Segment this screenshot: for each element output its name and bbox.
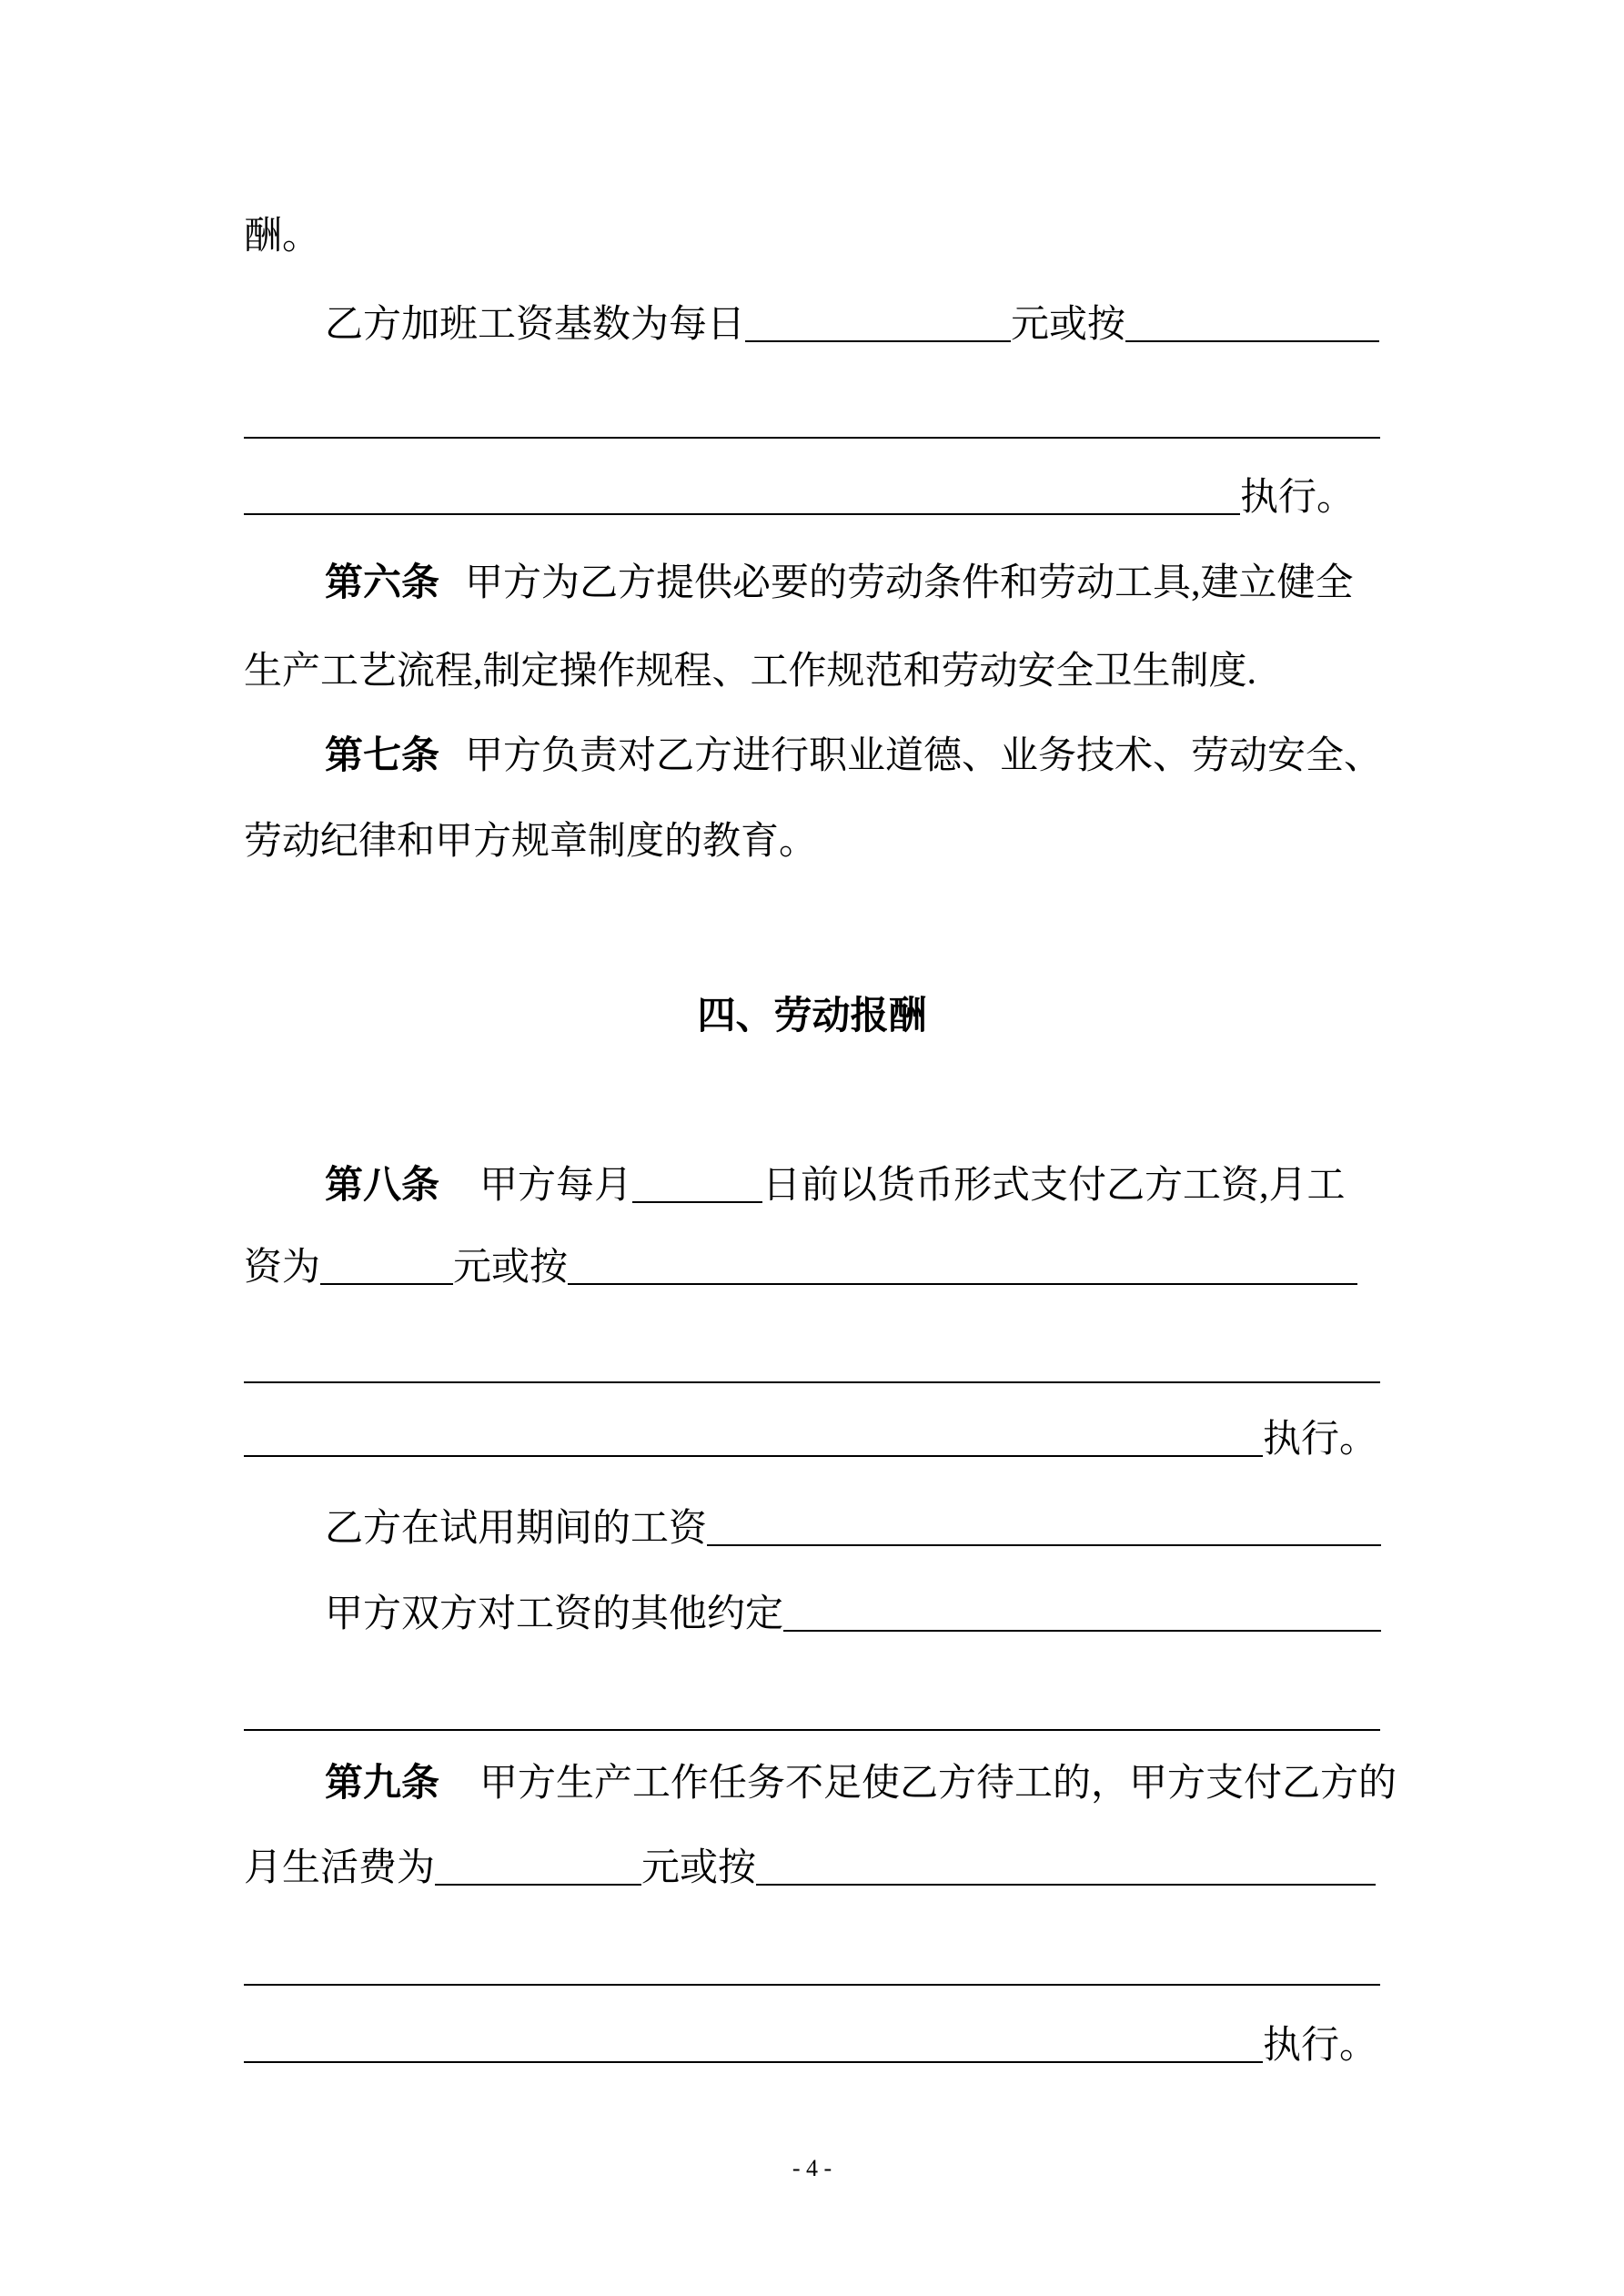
overtime-line <box>325 302 1379 348</box>
blank-line <box>244 1946 1380 1991</box>
text: 执行。 <box>1263 2025 1378 2067</box>
text: 劳动纪律和甲方规章制度的教育。 <box>244 821 818 863</box>
exec-line <box>244 2023 1377 2068</box>
page-number: - 4 - <box>792 2155 832 2181</box>
fill-blank[interactable] <box>244 400 1380 439</box>
probation-salary-blank[interactable] <box>707 1508 1381 1546</box>
text: 甲方生产工作任务不足使乙方待工的，甲方支付乙方的 <box>479 1763 1397 1805</box>
fill-blank[interactable] <box>244 1419 1263 1457</box>
text: 执行。 <box>1263 1419 1378 1461</box>
text: 甲方负责对乙方进行职业道德、业务技术、劳动安全、 <box>465 735 1383 777</box>
article-label: 第七条 <box>325 735 440 777</box>
fill-blank[interactable] <box>244 2025 1263 2063</box>
exec-line <box>244 1417 1377 1462</box>
text: 元或按 <box>453 1247 569 1289</box>
text: 执行。 <box>1240 477 1356 519</box>
salary-line <box>244 1245 1357 1290</box>
text: 乙方在试用期间的工资 <box>325 1508 708 1550</box>
article-9 <box>325 1761 1397 1806</box>
text: 元或按 <box>641 1847 757 1889</box>
article-8 <box>325 1163 1346 1209</box>
living-fee-line <box>244 1846 1376 1891</box>
text: 乙方加班工资基数为每日 <box>325 304 746 346</box>
text: 日前以货币形式支付乙方工资,月工 <box>762 1165 1346 1207</box>
text: 元或按 <box>1011 304 1126 346</box>
living-fee-basis-blank[interactable] <box>756 1847 1376 1886</box>
blank-line <box>244 1343 1380 1389</box>
blank-line <box>244 399 1380 444</box>
salary-basis-blank[interactable] <box>568 1247 1357 1285</box>
article-label: 第九条 <box>325 1763 440 1805</box>
text: 甲方双方对工资的其他约定 <box>325 1593 784 1635</box>
text-line <box>244 819 817 865</box>
salary-amount-blank[interactable] <box>320 1247 453 1285</box>
exec-line <box>244 475 1355 521</box>
other-terms-blank[interactable] <box>783 1593 1381 1632</box>
text: 月生活费为 <box>244 1847 436 1889</box>
text-line <box>244 649 1256 694</box>
fill-blank[interactable] <box>244 1345 1380 1383</box>
text-line <box>244 214 320 259</box>
text: 酬。 <box>244 216 321 258</box>
text: 甲方每月 <box>479 1165 633 1207</box>
article-7 <box>325 733 1382 779</box>
article-6 <box>325 561 1354 606</box>
fill-blank[interactable] <box>244 1693 1380 1731</box>
text: 资为 <box>244 1247 321 1289</box>
overtime-basis-blank[interactable] <box>1125 304 1379 342</box>
section-title: 四、劳动报酬 <box>697 996 927 1037</box>
other-terms-line <box>325 1592 1381 1637</box>
text: 生产工艺流程,制定操作规程、工作规范和劳动安全卫生制度. <box>244 651 1257 693</box>
text: 甲方为乙方提供必要的劳动条件和劳动工具,建立健全 <box>465 562 1354 604</box>
probation-line <box>325 1506 1381 1552</box>
article-label: 第六条 <box>325 562 440 604</box>
article-label: 第八条 <box>325 1165 440 1207</box>
blank-line <box>244 1691 1380 1736</box>
fill-blank[interactable] <box>244 1947 1380 1986</box>
pay-day-blank[interactable] <box>632 1165 762 1203</box>
living-fee-blank[interactable] <box>435 1847 641 1886</box>
fill-blank[interactable] <box>244 477 1240 515</box>
overtime-daily-blank[interactable] <box>745 304 1011 342</box>
